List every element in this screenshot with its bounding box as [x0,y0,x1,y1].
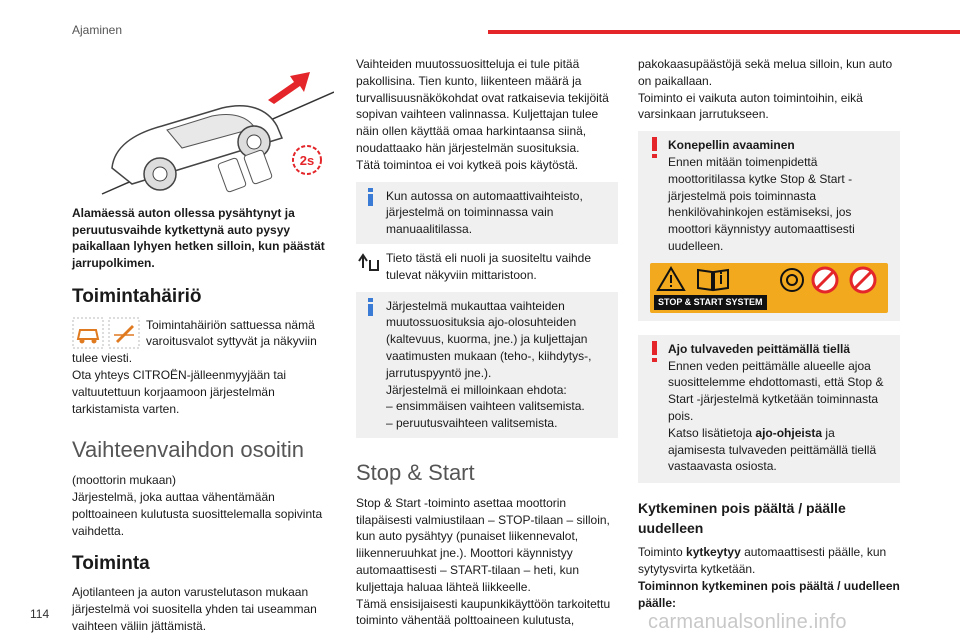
gear-shift-arrow-icon [356,252,380,274]
info-adapt-text: Järjestelmä mukauttaa vaihteiden muutossuosituksia ajo-olosuhteiden (kaltevuus, kuorma, jne.) ja kuljettajan vaatimusten mukaan (teho-, kiihdytys-, jarrutuspyyntö jne.). Järjestelmä ei milloinkaan ehdota: – ensimmäisen vaihteen valitsemista. – peruutusvaihteen valitsemista. [386,298,592,431]
sticker-belt-icon [778,265,806,295]
car-on-slope-illustration [72,56,334,196]
toggle-heading: Kytkeminen pois päältä / päälle uudelleen [638,500,846,536]
warning-icon [648,341,662,363]
page-number: 114 [30,607,50,621]
shift-indicator-heading: Vaihteenvaihdon osoitin [72,437,304,463]
hold-seconds-badge: 2s [299,153,315,168]
info-row-display [356,250,618,284]
warning-flood-text-b: ja ajamisesta tulvaveden peittämällä tiellä vastaavasta osiosta. [668,425,877,474]
stop-start-heading: Stop & Start [356,459,475,485]
wrench-warning-icon [108,317,140,349]
fault-text-2: Ota yhteys CITROËN-jälleenmyyjään tai valtuutettuun korjaamoon järjestelmän tarkistamista varten. [72,367,287,416]
fault-text-1: Toimintahäiriön sattuessa nämä varoitusvalot syttyvät ja näkyviin tulee viesti. [72,317,317,366]
shift-indicator-text: (moottorin mukaan) Järjestelmä, joka auttaa vähentämään polttoaineen kulutusta suosittelemalla sopivinta vaihdetta. [72,473,323,538]
sticker-no-tools-icon [848,265,878,295]
warning-box-bonnet [638,131,900,321]
info-icon [364,188,378,206]
operation-text: Ajotilanteen ja auton varustelutason mukaan järjestelmä voi suositella yhden tai useamman vaihteen väliin jättämistä. [72,584,317,633]
fault-heading: Toimintahäiriö [72,285,202,307]
toggle-subheading: Toiminnon kytkeminen pois päältä / uudelleen päälle: [638,578,900,610]
column-1 [72,56,334,634]
fault-block [72,317,334,418]
column-2 [356,56,618,629]
shift-advice-text: Vaihteiden muutossuositteluja ei tule pitää pakollisina. Tien kunto, liikenteen määrä ja turvallisuusnäkökohdat ovat ratkaisevia tekijöitä sopivan vaihteen valinnassa. Kuljettajan tulee näin ollen käyttää omaa harkintaansa siinä, noudattaako hän järjestelmän suosituksia. Tätä toimintoa ei voi kytkeä pois käytöstä. [356,57,609,172]
warning-flood-text [668,358,892,476]
warning-icon [648,137,662,159]
header-accent-bar [488,30,960,34]
warning-bonnet-title: Konepellin avaaminen [668,138,795,153]
toggle-text-b: automaattisesti päälle, kun sytytysvirta kytketään. [638,545,887,577]
driving-advice-reference[interactable]: ajo-ohjeista [755,425,823,440]
warning-box-flood [638,335,900,483]
toggle-text-bold: kytkeytyy [686,545,741,560]
warning-bonnet-text: Ennen mitään toimenpidettä moottoritilassa kytke Stop & Start -järjestelmä pois toiminnasta henkilövahinkojen estämiseksi, jos moottori käynnistyy automaattisesti uudelleen. [668,154,855,253]
toggle-text [638,544,900,578]
watermark: carmanualsonline.info [648,611,847,633]
info-box-automatic [356,182,618,244]
toggle-text-a: Toiminto [638,545,687,560]
operation-heading: Toiminta [72,553,150,575]
info-box-adapt [356,292,618,438]
info-automatic-text: Kun autossa on automaattivaihteisto, järjestelmä on toiminnassa vain manuaalitilassa. [386,188,583,237]
sticker-label: STOP & START SYSTEM [654,295,767,310]
illustration-caption: Alamäessä auton ollessa pysähtynyt ja peruutusvaihde kytkettynä auto pysyy paikallaan lyhyen hetken silloin, kun päästät jarrupolkimen. [72,205,325,271]
service-warning-icon [72,317,104,349]
stop-start-text: Stop & Start -toiminto asettaa moottorin tilapäisesti valmiustilaan – STOP-tilaan – silloin, kun auto pysähtyy (punaiset liikennevalot, liikenneruuhkat jne.). Moottori käynnistyy automaattisesti – START-tilaan – heti, kun kuljettaja haluaa lähteä liikkeelle. Tämä ensisijaisesti kaupunkikäyttöön tarkoitettu toiminto vähentää polttoaineen kulutusta, [356,495,611,628]
info-display-text: Tieto tästä eli nuoli ja suositeltu vaihde tulevat näkyviin mittaristoon. [386,250,592,282]
info-icon [364,298,378,316]
column-3 [638,56,900,612]
warning-flood-text-a: Ennen veden peittämälle alueelle ajoa suosittelemme ehdottomasti, että Stop & Start -järjestelmä kytketään toiminnasta pois. Katso lisätietoja [668,358,884,440]
stop-start-sticker [650,263,888,313]
header-title: Ajaminen [72,23,123,37]
sticker-manual-book-icon [696,266,730,292]
sticker-warning-triangle-icon [656,266,686,292]
stop-start-continued-text: pakokaasupäästöjä sekä melua silloin, kun auto on paikallaan. Toiminto ei vaikuta auton toimintoihin, eikä varsinkaan jarrutukseen. [638,57,893,122]
warning-flood-title: Ajo tulvaveden peittämällä tiellä [668,341,851,356]
sticker-no-hands-icon [810,265,840,295]
